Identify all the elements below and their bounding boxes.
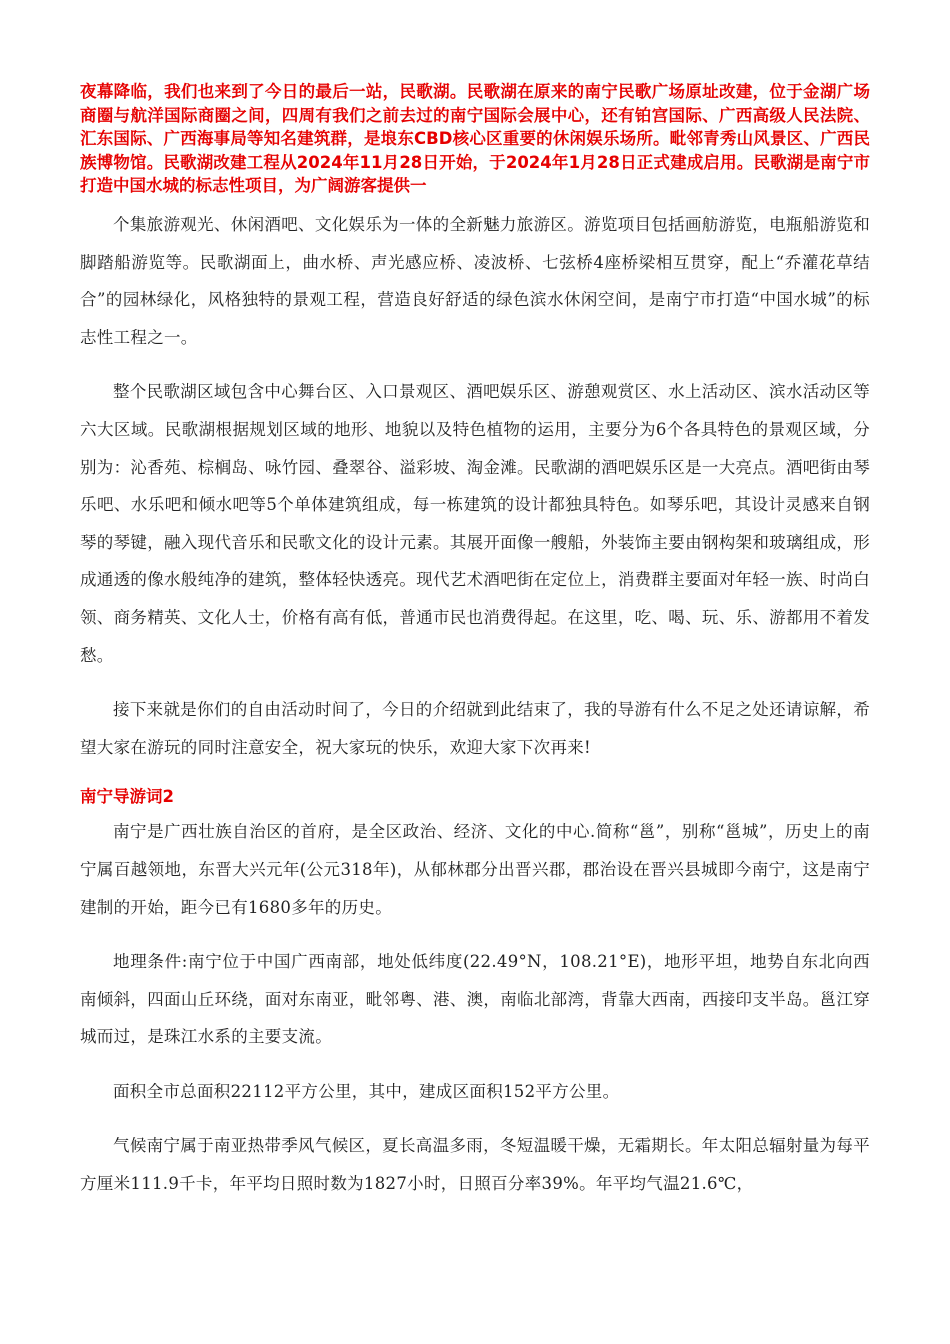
paragraph-1: 个集旅游观光、休闲酒吧、文化娱乐为一体的全新魅力旅游区。游览项目包括画舫游览，电瓶船游览和脚踏船游览等。民歌湖面上，曲水桥、声光感应桥、凌波桥、七弦桥4座桥梁相互贯穿，配上“乔灌花草结合”的园林绿化，风格独特的景观工程，营造良好舒适的绿色滨水休闲空间，是南宁市打造“中国水城”的标志性工程之一。: [80, 215, 870, 347]
section-2-paragraph-3: 面积全市总面积22112平方公里，其中，建成区面积152平方公里。: [113, 1081, 620, 1101]
section-2-paragraph-2: 地理条件:南宁位于中国广西南部，地处低纬度(22.49°N，108.21°E)，地形平坦，地势自东北向西南倾斜，四面山丘环绕，面对东南亚，毗邻粤、港、澳，南临北部湾，背靠大西南，西接印支半岛。邕江穿城而过，是珠江水系的主要支流。: [80, 952, 870, 1047]
paragraph-3: 接下来就是你们的自由活动时间了，今日的介绍就到此结束了，我的导游有什么不足之处还请谅解，希望大家在游玩的同时注意安全，祝大家玩的快乐，欢迎大家下次再来!: [80, 700, 870, 757]
section-2-paragraph-4: 气候南宁属于南亚热带季风气候区，夏长高温多雨，冬短温暖干燥，无霜期长。年太阳总辐射量为每平方厘米111.9千卡，年平均日照时数为1827小时，日照百分率39%。年平均气温21.6℃，: [80, 1136, 870, 1194]
intro-red-paragraph: 夜幕降临，我们也来到了今日的最后一站，民歌湖。民歌湖在原来的南宁民歌广场原址改建，位于金湖广场商圈与航洋国际商圈之间，四周有我们之前去过的南宁国际会展中心，还有铂宫国际、广西高级人民法院、汇东国际、广西海事局等知名建筑群，是埌东CBD核心区重要的休闲娱乐场所。毗邻青秀山风景区、广西民族博物馆。民歌湖改建工程从2024年11月28日开始，于2024年1月28日正式建成启用。民歌湖是南宁市打造中国水城的标志性项目，为广阔游客提供一: [80, 82, 870, 195]
section-2-paragraph-1: 南宁是广西壮族自治区的首府，是全区政治、经济、文化的中心.简称“邕”，别称“邕城”，历史上的南宁属百越领地，东晋大兴元年(公元318年)，从郁林郡分出晋兴郡，郡治设在晋兴县城即今南宁，这是南宁建制的开始，距今已有1680多年的历史。: [80, 822, 870, 917]
section-2-title: 南宁导游词2: [80, 787, 174, 807]
document-body: [80, 206, 870, 1203]
paragraph-2: 整个民歌湖区域包含中心舞台区、入口景观区、酒吧娱乐区、游憩观赏区、水上活动区、滨水活动区等六大区域。民歌湖根据规划区域的地形、地貌以及特色植物的运用，主要分为6个各具特色的景观区域，分别为：沁香苑、棕榈岛、咏竹园、叠翠谷、溢彩坡、淘金滩。民歌湖的酒吧娱乐区是一大亮点。酒吧街由琴乐吧、水乐吧和倾水吧等5个单体建筑组成，每一栋建筑的设计都独具特色。如琴乐吧，其设计灵感来自钢琴的琴键，融入现代音乐和民歌文化的设计元素。其展开面像一艘船，外装饰主要由钢构架和玻璃组成，形成通透的像水般纯净的建筑，整体轻快透亮。现代艺术酒吧街在定位上，消费群主要面对年轻一族、时尚白领、商务精英、文化人士，价格有高有低，普通市民也消费得起。在这里，吃、喝、玩、乐、游都用不着发愁。: [80, 382, 870, 665]
